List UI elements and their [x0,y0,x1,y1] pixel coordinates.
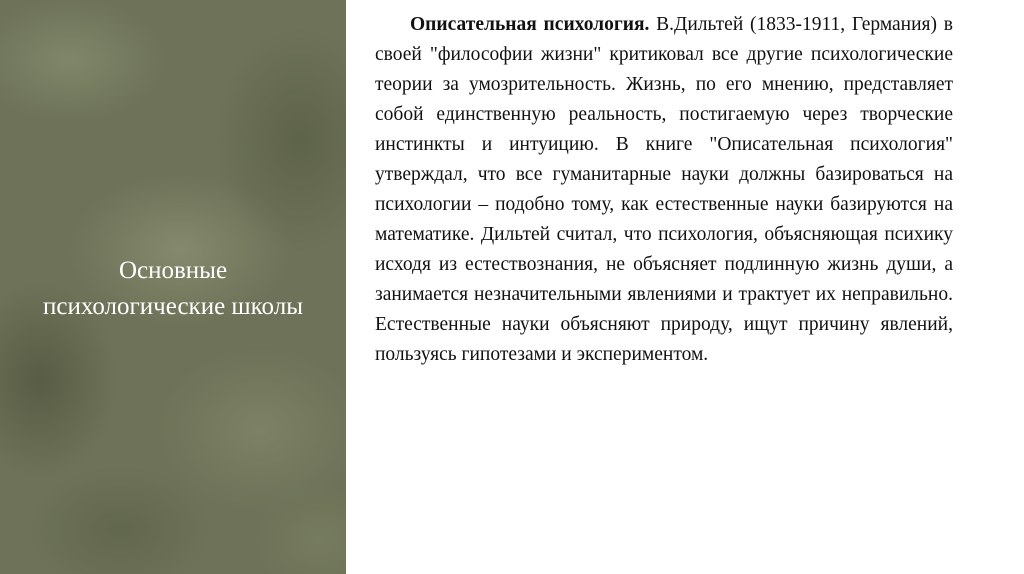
slide-title-line-2: психологические школы [42,293,303,320]
camouflage-side-panel [0,0,346,574]
slide-title-line-1: Основные [118,257,228,284]
paragraph-lead: Описательная психология. [410,14,650,35]
body-paragraph [375,10,953,370]
slide-title [0,253,346,325]
paragraph-text: В.Дильтей (1833-1911, Германия) в своей "философии жизни" критиковал все другие психологические теории за умозрительность. Жизнь, по его мнению, представляет собой единственную реальность, постигаемую через творческие инстинкты и интуицию. В книге "Описательная психология" утверждал, что все гуманитарные науки должны базироваться на психологии – подобно тому, как естественные науки базируются на математике. Дильтей считал, что психология, объясняющая психику исходя из естествознания, не объясняет подлинную жизнь души, а занимается незначительными явлениями и трактует их неправильно. Естественные науки объясняют природу, ищут причину явлений, пользуясь гипотезами и экспериментом. [375,14,953,365]
